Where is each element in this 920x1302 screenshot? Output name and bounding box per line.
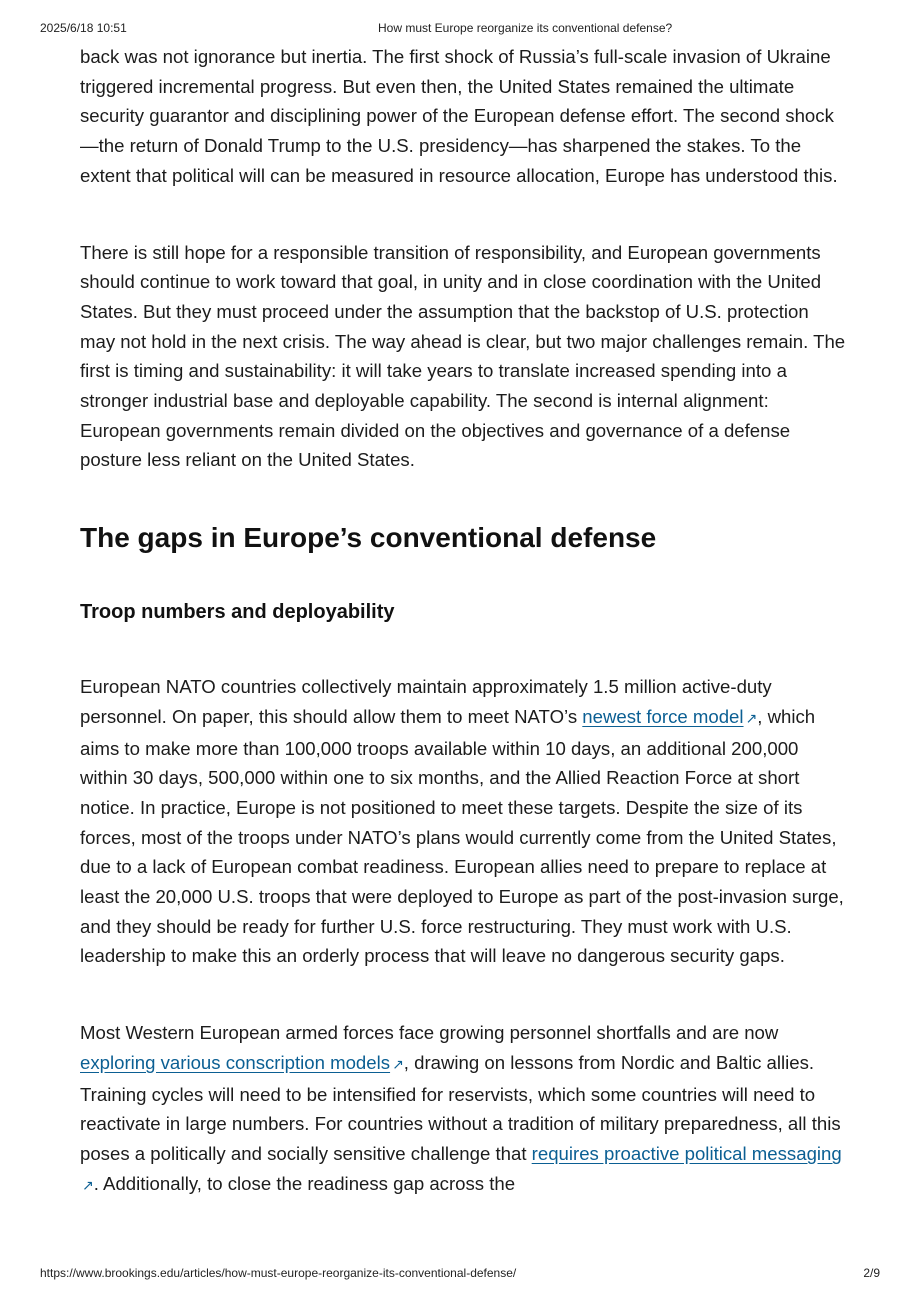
page-number: 2/9 xyxy=(863,1266,880,1280)
print-doc-title: How must Europe reorganize its conventional defense? xyxy=(378,21,673,35)
paragraph-2: There is still hope for a responsible transition of responsibility, and European governments should continue to work toward that goal, in unity and in close coordination with the United States. But they must proceed under the assumption that the backstop of U.S. protection may not hold in the next crisis. The way ahead is clear, but two major challenges remain. The first is timing and sustainability: it will take years to translate increased spending into a stronger industrial base and deployable capability. The second is internal alignment: European governments remain divided on the objectives and governance of a defense posture less reliant on the United States. xyxy=(80,241,846,471)
external-link-icon: ↗ xyxy=(82,1176,94,1193)
newest-force-model-link[interactable] xyxy=(582,706,757,727)
newest-force-model-link-label: newest force model xyxy=(582,705,744,727)
paragraph-1: back was not ignorance but inertia. The first shock of Russia’s full-scale invasion of Ukraine triggered incremental progress. But even then, the United States remained the ultimate security guarantor and disciplining power of the European defense effort. The second shock—the return of Donald Trump to the U.S. presidency—has sharpened the stakes. To the extent that political will can be measured in resource allocation, Europe has understood this. xyxy=(80,46,838,186)
print-header xyxy=(40,21,880,37)
political-messaging-link-label: requires proactive political messaging xyxy=(531,1142,842,1164)
subsection-heading: Troop numbers and deployability xyxy=(80,601,395,624)
external-link-icon: ↗ xyxy=(745,709,758,726)
paragraph-3 xyxy=(80,672,848,971)
conscription-models-link[interactable] xyxy=(80,1052,404,1073)
section-heading: The gaps in Europe’s conventional defense xyxy=(80,522,657,554)
print-footer xyxy=(40,1266,880,1282)
paragraph-4-text-b: , drawing on lessons from Nordic and Baltic allies. Training cycles will need to be intensified for reservists, which some countries will need to reactivate in large numbers. For countries without a tradition of military preparedness, all this poses a politically and socially sensitive challenge that xyxy=(80,1051,841,1164)
paragraph-3-text-b: , which aims to make more than 100,000 troops available within 10 days, an additional 200,000 within 30 days, 500,000 within one to six months, and the Allied Reaction Force at short notice. In practice, Europe is not positioned to meet these targets. Despite the size of its forces, most of the troops under NATO’s plans would currently come from the United States, due to a lack of European combat readiness. European allies need to prepare to replace at least the 20,000 U.S. troops that were deployed to Europe as part of the post-invasion surge, and they should be ready for further U.S. force restructuring. They must work with U.S. leadership to make this an orderly process that will leave no dangerous security gaps. xyxy=(80,705,844,967)
paragraph-4 xyxy=(80,1018,848,1200)
print-url: https://www.brookings.edu/articles/how-must-europe-reorganize-its-conventional-defense/ xyxy=(40,1266,517,1280)
external-link-icon: ↗ xyxy=(392,1055,404,1072)
paragraph-4-text-c: . Additionally, to close the readiness gap across the xyxy=(93,1172,516,1194)
print-date: 2025/6/18 10:51 xyxy=(40,21,127,35)
paragraph-3-text-a: European NATO countries collectively maintain approximately 1.5 million active-duty personnel. On paper, this should allow them to meet NATO’s xyxy=(80,676,772,727)
article-body xyxy=(80,42,848,1200)
conscription-models-link-label: exploring various conscription models xyxy=(80,1051,391,1073)
paragraph-4-text-a: Most Western European armed forces face growing personnel shortfalls and are now xyxy=(80,1022,779,1044)
